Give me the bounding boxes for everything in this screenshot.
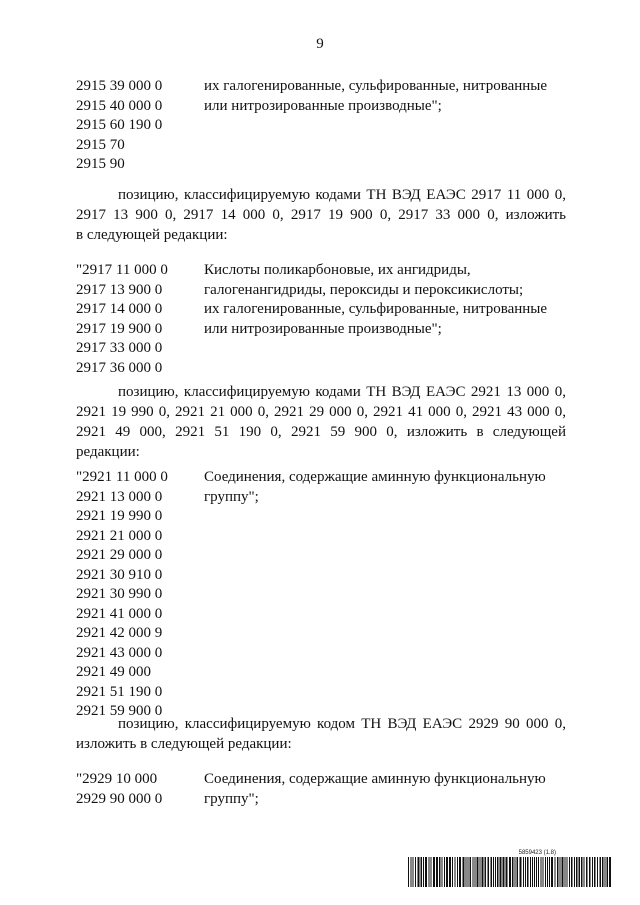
- hs-code: 2921 59 900 0: [76, 703, 163, 719]
- table-row: [76, 624, 566, 644]
- table-row: [76, 644, 566, 664]
- hs-code: "2917 11 000 0: [76, 262, 168, 278]
- hs-code: 2921 42 000 9: [76, 625, 163, 641]
- hs-code: 2929 90 000 0: [76, 790, 163, 807]
- code-description: группу";: [204, 790, 259, 807]
- code-description: [204, 527, 566, 547]
- barcode-image: [406, 857, 616, 887]
- hs-code: 2915 40 000 0: [76, 97, 163, 114]
- document-footer: [406, 850, 616, 887]
- code-description: [204, 507, 566, 527]
- table-row: [76, 566, 566, 586]
- paragraph-line: в следующей редакции:: [76, 227, 228, 243]
- code-description: Соединения, содержащие аминную функциональную: [204, 771, 546, 787]
- code-description: их галогенированные, сульфированные, нитрованные: [204, 301, 548, 317]
- hs-code: 2921 30 910 0: [76, 566, 163, 583]
- code-table-2921: [76, 468, 566, 722]
- hs-code: 2921 49 000: [76, 664, 151, 680]
- table-row: [76, 605, 566, 625]
- table-row: [76, 359, 566, 379]
- code-description: [204, 663, 566, 683]
- paragraph-2929-intro: [76, 714, 566, 754]
- hs-code: 2917 19 900 0: [76, 320, 163, 337]
- table-row: [76, 683, 566, 703]
- table-row: [76, 488, 566, 508]
- hs-code: 2917 13 900 0: [76, 281, 163, 298]
- document-id: 5859423 (1.8): [518, 850, 556, 856]
- hs-code: 2921 51 190 0: [76, 683, 163, 700]
- hs-code: 2917 36 000 0: [76, 359, 163, 376]
- code-description: [204, 359, 566, 379]
- code-description: [204, 116, 566, 136]
- table-row: [76, 339, 566, 359]
- code-description: Кислоты поликарбоновые, их ангидриды,: [204, 262, 471, 278]
- code-description: галогенангидриды, пероксиды и пероксикислоты;: [204, 281, 524, 298]
- hs-code: 2921 13 000 0: [76, 488, 163, 505]
- paragraph-line: редакции:: [76, 444, 140, 460]
- code-description: [204, 585, 566, 605]
- code-description: [204, 683, 566, 703]
- hs-code: 2921 41 000 0: [76, 605, 163, 622]
- table-row: [76, 320, 566, 340]
- code-description: Соединения, содержащие аминную функциональную: [204, 469, 546, 485]
- table-row: [76, 770, 566, 790]
- paragraph-2917-intro: [76, 185, 566, 245]
- table-row: [76, 468, 566, 488]
- table-row: [76, 546, 566, 566]
- page-number: 9: [316, 36, 324, 52]
- hs-code: 2915 90: [76, 156, 125, 172]
- table-row: [76, 281, 566, 301]
- table-row: [76, 155, 566, 175]
- hs-code: 2915 70: [76, 136, 125, 153]
- hs-code: 2915 60 190 0: [76, 117, 163, 133]
- table-row: [76, 136, 566, 156]
- code-description: группу";: [204, 488, 259, 505]
- hs-code: 2921 30 990 0: [76, 586, 163, 602]
- paragraph-line: 2921 49 000, 2921 51 190 0, 2921 59 900 0, изложить в следующей: [76, 424, 566, 440]
- code-description: [204, 644, 566, 664]
- paragraph-line: позицию, классифицируемую кодами ТН ВЭД ЕАЭС 2917 11 000 0,: [118, 187, 566, 203]
- paragraph-line: изложить в следующей редакции:: [76, 736, 292, 752]
- code-table-2915: [76, 77, 566, 175]
- code-table-2929: [76, 770, 566, 809]
- code-description: их галогенированные, сульфированные, нитрованные: [204, 78, 548, 94]
- table-row: [76, 790, 566, 810]
- code-description: [204, 155, 566, 175]
- paragraph-line: позицию, классифицируемую кодами ТН ВЭД ЕАЭС 2921 13 000 0,: [118, 384, 566, 400]
- table-row: [76, 97, 566, 117]
- table-row: [76, 663, 566, 683]
- table-row: [76, 507, 566, 527]
- table-row: [76, 527, 566, 547]
- hs-code: 2921 43 000 0: [76, 644, 163, 661]
- hs-code: "2929 10 000: [76, 771, 158, 787]
- table-row: [76, 77, 566, 97]
- hs-code: 2917 14 000 0: [76, 301, 163, 317]
- hs-code: 2915 39 000 0: [76, 78, 163, 94]
- paragraph-line: позицию, классифицируемую кодом ТН ВЭД ЕАЭС 2929 90 000 0,: [118, 716, 566, 732]
- code-description: или нитрозированные производные";: [204, 320, 442, 337]
- code-description: [204, 339, 566, 359]
- hs-code: "2921 11 000 0: [76, 469, 168, 485]
- hs-code: 2921 29 000 0: [76, 547, 163, 563]
- code-description: [204, 546, 566, 566]
- paragraph-line: 2921 19 990 0, 2921 21 000 0, 2921 29 000 0, 2921 41 000 0, 2921 43 000 0,: [76, 404, 566, 420]
- hs-code: 2921 19 990 0: [76, 508, 163, 524]
- code-description: [204, 136, 566, 156]
- code-table-2917: [76, 261, 566, 378]
- paragraph-2921-intro: [76, 382, 566, 462]
- table-row: [76, 116, 566, 136]
- hs-code: 2917 33 000 0: [76, 340, 163, 356]
- code-description: [204, 605, 566, 625]
- code-description: [204, 624, 566, 644]
- table-row: [76, 300, 566, 320]
- code-description: или нитрозированные производные";: [204, 97, 442, 114]
- code-description: [204, 566, 566, 586]
- hs-code: 2921 21 000 0: [76, 527, 163, 544]
- table-row: [76, 261, 566, 281]
- table-row: [76, 585, 566, 605]
- paragraph-line: 2917 13 900 0, 2917 14 000 0, 2917 19 900 0, 2917 33 000 0, изложить: [76, 207, 566, 223]
